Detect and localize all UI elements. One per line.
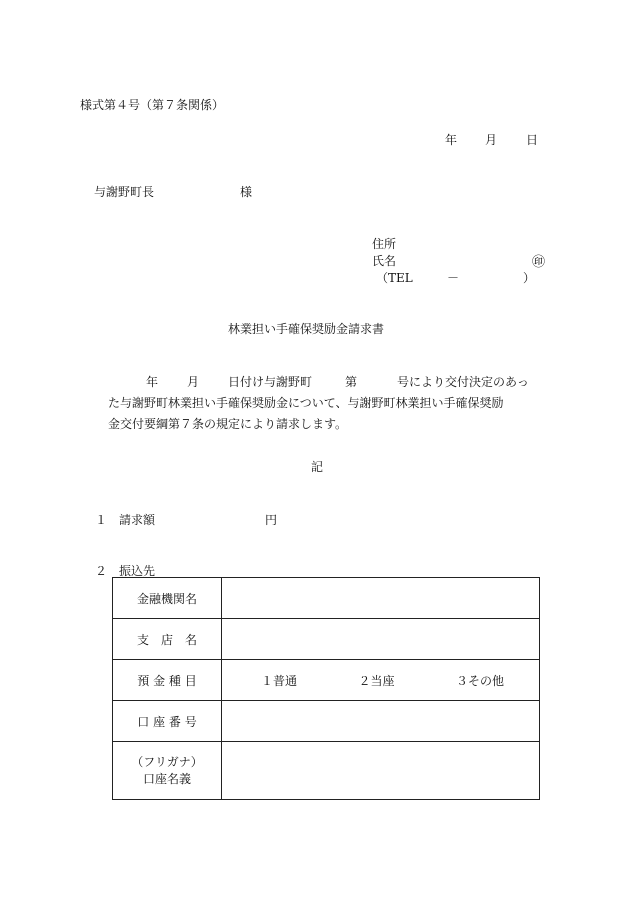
bank-name-label: 金融機関名 — [113, 578, 222, 619]
item2-number: ２ — [95, 564, 108, 578]
option-other[interactable]: ３その他 — [455, 673, 504, 688]
body-month: 月 — [187, 375, 200, 389]
deposit-type-field — [222, 660, 540, 701]
ki-heading: 記 — [311, 460, 324, 474]
table-row — [113, 701, 540, 742]
account-name-label — [113, 742, 222, 800]
date-month-label: 月 — [485, 133, 498, 147]
bank-transfer-table — [112, 577, 540, 800]
addressee-honorific: 様 — [240, 185, 253, 199]
date-day-label: 日 — [526, 133, 539, 147]
addressee-name: 与謝野町長 — [94, 185, 155, 199]
form-number: 様式第４号（第７条関係） — [80, 98, 225, 112]
table-row — [113, 742, 540, 800]
table-row — [113, 578, 540, 619]
item1-number: １ — [95, 513, 108, 527]
item1-unit: 円 — [265, 513, 278, 527]
name-label: 氏名 — [372, 254, 397, 268]
body-dai: 第 — [345, 375, 358, 389]
document-title: 林業担い手確保奨励金請求書 — [228, 322, 385, 336]
body-decision-phrase: 号により交付決定のあっ — [397, 375, 529, 389]
option-current[interactable]: ２当座 — [358, 673, 395, 688]
tel-close: ） — [523, 271, 536, 285]
account-number-label: 口 座 番 号 — [113, 701, 222, 742]
item2-label: 振込先 — [119, 564, 156, 578]
address-label: 住所 — [372, 237, 397, 251]
account-number-field[interactable] — [222, 701, 540, 742]
tel-open: （TEL — [376, 271, 413, 285]
table-row — [113, 619, 540, 660]
body-year: 年 — [146, 375, 159, 389]
bank-name-field[interactable] — [222, 578, 540, 619]
furigana-label: （フリガナ） — [131, 754, 203, 769]
seal-mark: ㊞ — [532, 255, 546, 270]
deposit-type-label: 預 金 種 目 — [113, 660, 222, 701]
body-date-phrase: 日付け与謝野町 — [228, 375, 313, 389]
body-line-1 — [108, 372, 548, 393]
branch-field[interactable] — [222, 619, 540, 660]
body-paragraph — [108, 372, 548, 435]
branch-label: 支 店 名 — [113, 619, 222, 660]
body-line-2: た与謝野町林業担い手確保奨励金について、与謝野町林業担い手確保奨励 — [108, 396, 504, 410]
item1-label: 請求額 — [119, 513, 156, 527]
table-row — [113, 660, 540, 701]
tel-dash: － — [447, 271, 460, 285]
date-year-label: 年 — [445, 133, 458, 147]
account-name-field[interactable] — [222, 742, 540, 800]
body-line-3: 金交付要綱第７条の規定により請求します。 — [108, 417, 348, 431]
account-holder-label: 口座名義 — [142, 771, 191, 786]
option-ordinary[interactable]: １普通 — [261, 673, 298, 688]
